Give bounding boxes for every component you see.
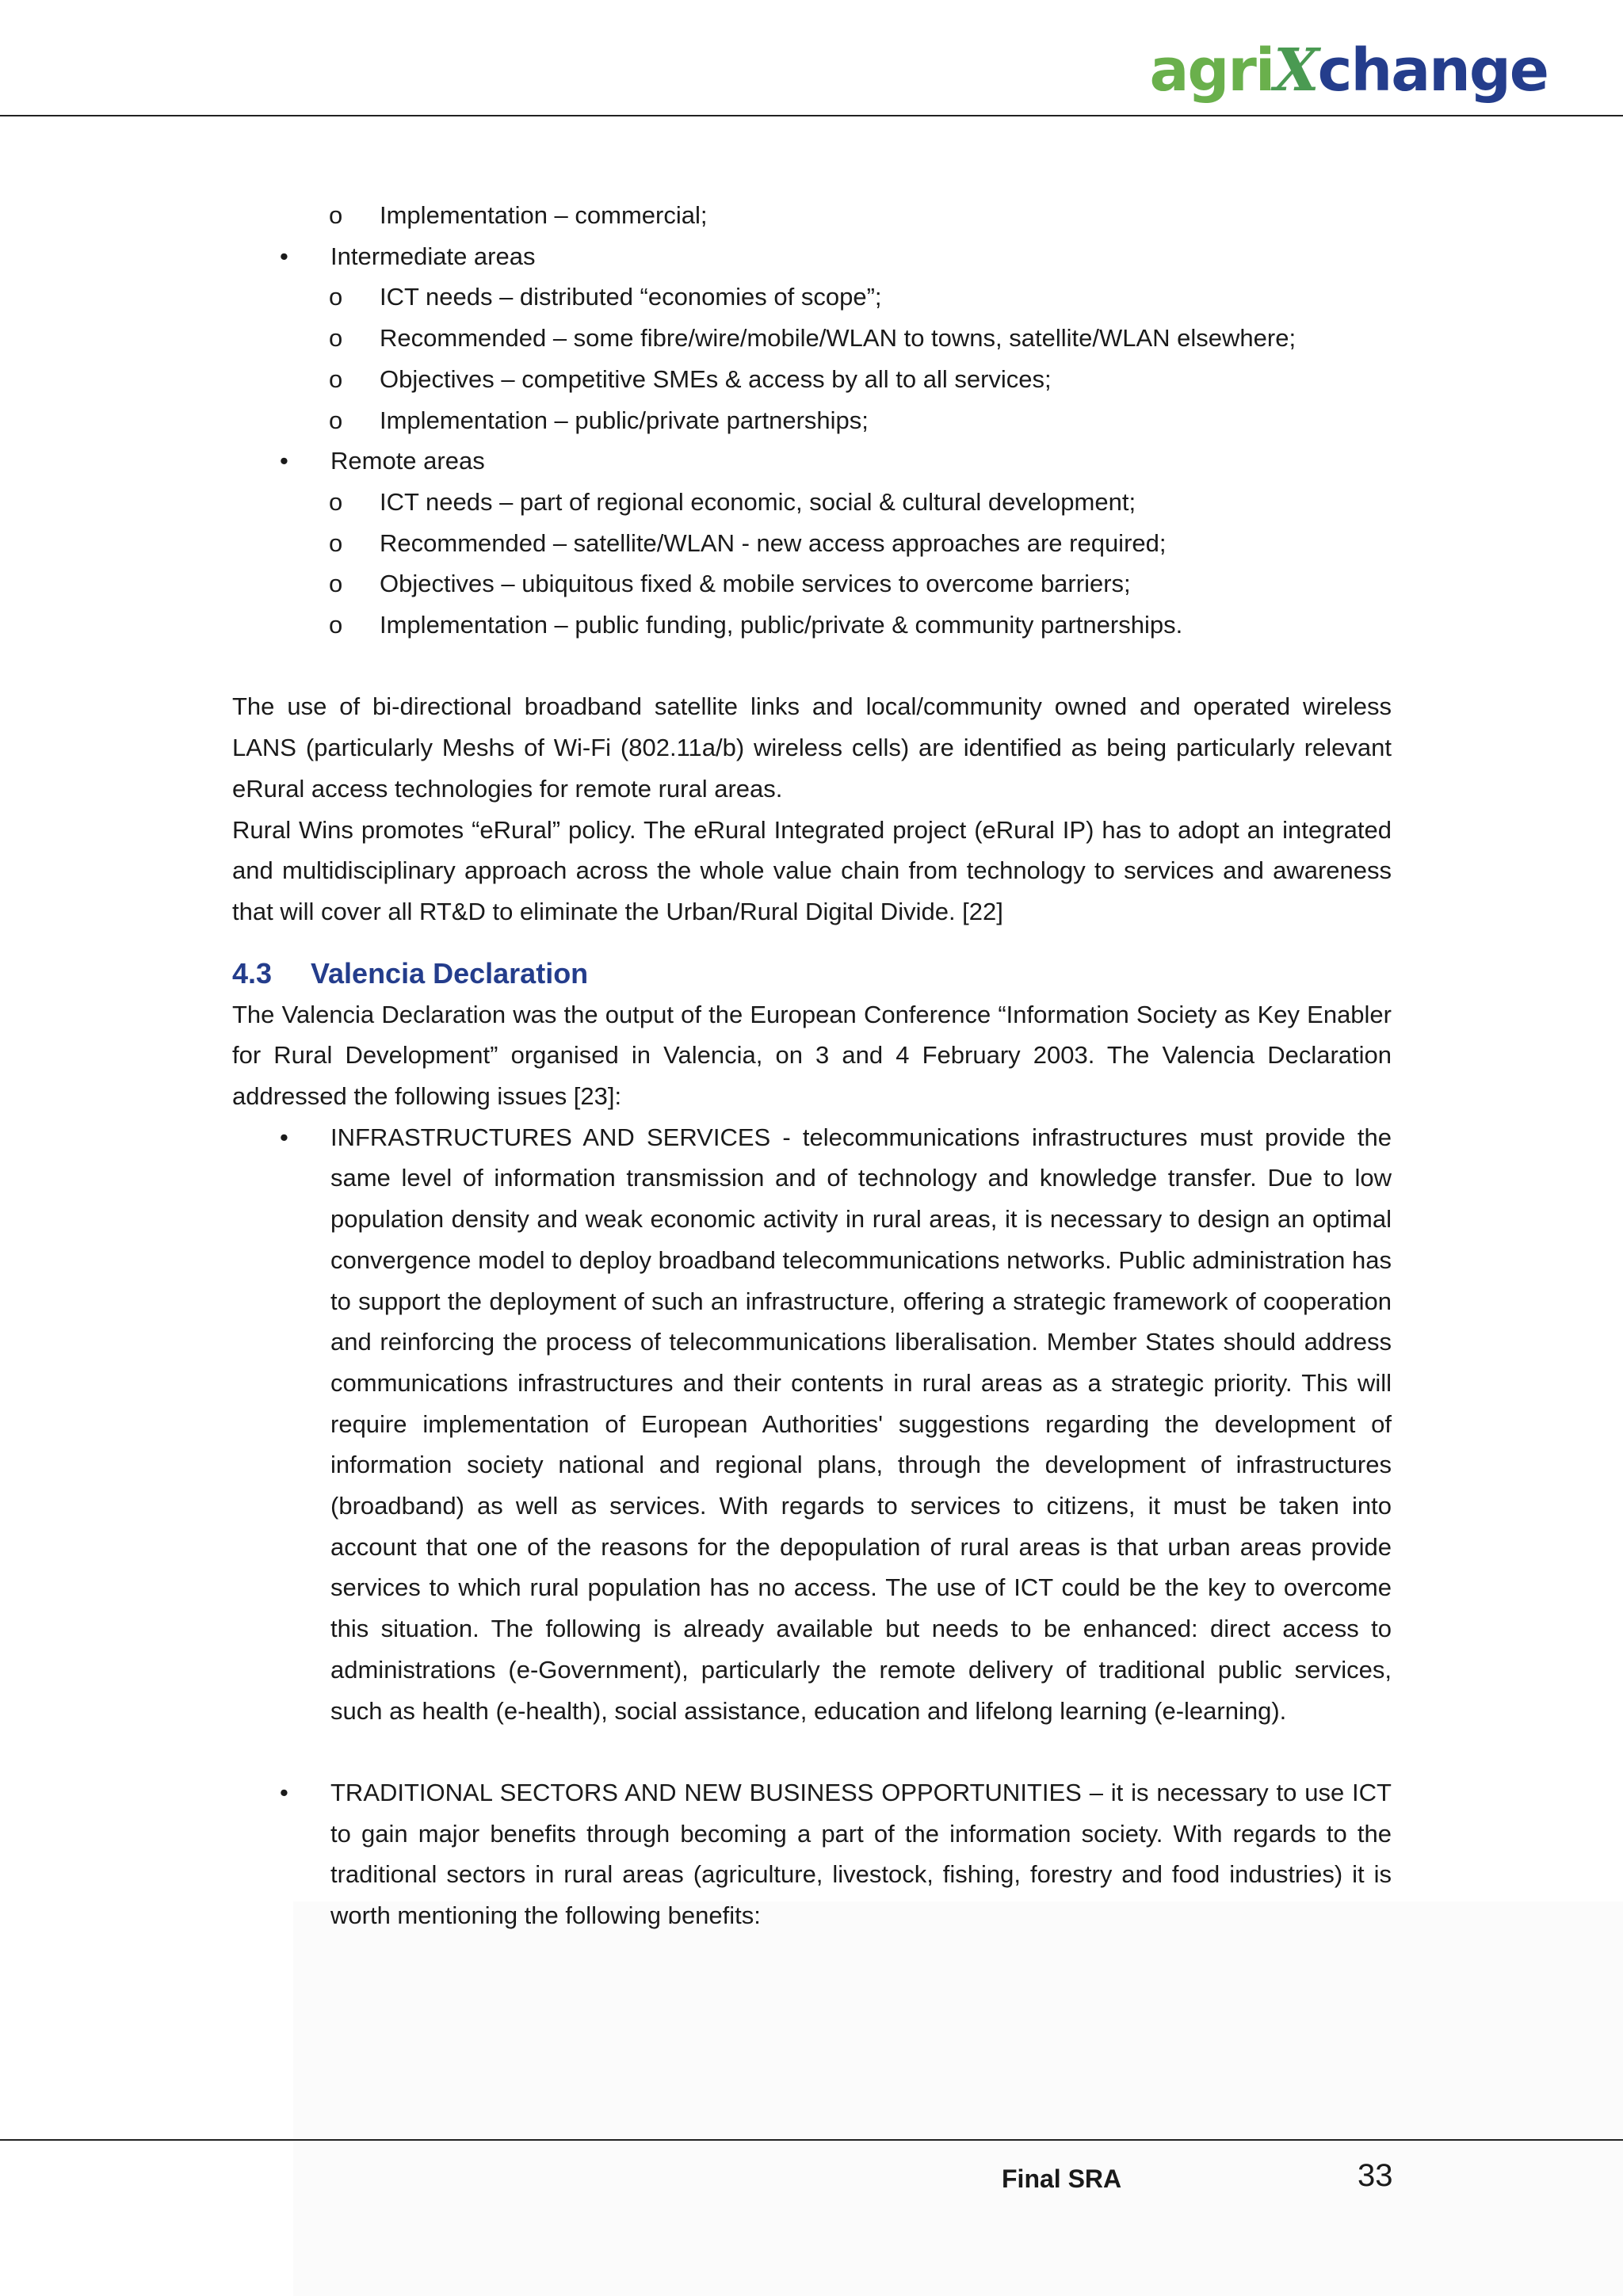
bullet-marker: • — [280, 242, 288, 270]
bullet-traditional-sectors — [232, 1772, 1392, 1936]
list-item-text: Intermediate areas — [330, 242, 536, 270]
spacer — [232, 646, 1392, 687]
page-shade — [293, 1901, 1623, 2296]
footer-rule — [0, 2139, 1623, 2141]
sub-bullet-marker: o — [329, 406, 343, 434]
list-item-text: Recommended – some fibre/wire/mobile/WLAN to towns, satellite/WLAN elsewhere; — [380, 324, 1296, 353]
list-item — [232, 441, 1392, 482]
sub-bullet-marker: o — [329, 201, 343, 229]
sub-list-item — [232, 359, 1392, 400]
header-rule — [0, 115, 1623, 116]
list-item-text: Recommended – satellite/WLAN - new access approaches are required; — [380, 528, 1167, 557]
list-item-text: ICT needs – distributed “economies of scope”; — [380, 283, 882, 311]
list-item — [232, 236, 1392, 277]
section-heading — [232, 953, 1392, 994]
sub-list-item — [232, 523, 1392, 564]
list-item-text: ICT needs – part of regional economic, social & cultural development; — [380, 487, 1136, 516]
section-number: 4.3 — [232, 956, 273, 990]
paragraph-rural-wins: Rural Wins promotes “eRural” policy. The eRural Integrated project (eRural IP) has to adopt an integrated and multidisciplinary approach across the whole value chain from technology to services and awareness that will cover all RT&D to eliminate the Urban/Rural Digital Divide. [22] — [232, 815, 1392, 925]
sub-bullet-marker: o — [329, 324, 343, 353]
section-title: Valencia Declaration — [311, 956, 589, 990]
sub-list-item — [232, 277, 1392, 318]
sub-bullet-marker: o — [329, 364, 343, 393]
list-item-text: Objectives – ubiquitous fixed & mobile services to overcome barriers; — [380, 570, 1131, 598]
list-item-text: Objectives – competitive SMEs & access by all to all services; — [380, 364, 1052, 393]
logo-change: change — [1317, 36, 1548, 105]
bullet-marker: • — [280, 1123, 288, 1151]
list-item-text: Implementation – commercial; — [380, 201, 708, 229]
footer-label: Final SRA — [1002, 2164, 1122, 2193]
logo-x: X — [1274, 36, 1318, 105]
sub-list-item — [232, 482, 1392, 523]
sub-list-item — [232, 605, 1392, 646]
bullet-text: TRADITIONAL SECTORS AND NEW BUSINESS OPPORTUNITIES – it is necessary to use ICT to gain major benefits through becoming a part of the information society. With regards to the traditional sectors in rural areas (agriculture, livestock, fishing, forestry and food industries) it is worth mentioning the following benefits: — [330, 1778, 1392, 1930]
logo-agri: agri — [1149, 36, 1274, 105]
sub-list-item — [232, 563, 1392, 605]
sub-bullet-marker: o — [329, 611, 343, 639]
sub-bullet-marker: o — [329, 528, 343, 557]
sub-list-item — [232, 400, 1392, 441]
bullet-text: INFRASTRUCTURES AND SERVICES - telecommunications infrastructures must provide the same level of information transmission and of technology and knowledge transfer. Due to low population density and weak economic activity in rural areas, it is necessary to design an optimal convergence model to deploy broadband telecommunications networks. Public administration has to support the deployment of such an infrastructure, offering a strategic framework of cooperation and reinforcing the process of telecommunications liberalisation. Member States should address communications infrastructures and their contents in rural areas as a strategic priority. This will require implementation of European Authorities' suggestions regarding the development of information society national and regional plans, through the development of infrastructures (broadband) as well as services. With regards to services to citizens, it must be taken into account that one of the reasons for the depopulation of rural areas is that urban areas provide services to which rural population has no access. The use of ICT could be the key to overcome this situation. The following is already available but needs to be enhanced: direct access to administrations (e-Government), particularly the remote delivery of traditional public services, such as health (e-health), social assistance, education and lifelong learning (e-learning). — [330, 1123, 1392, 1725]
list-item-text: Implementation – public funding, public/private & community partnerships. — [380, 611, 1183, 639]
area-list — [232, 195, 1392, 646]
bullet-marker: • — [280, 447, 288, 475]
sub-bullet-marker: o — [329, 283, 343, 311]
spacer — [232, 1731, 1392, 1772]
sub-bullet-marker: o — [329, 570, 343, 598]
agrixchange-logo — [1149, 36, 1548, 105]
document-body — [232, 195, 1392, 1936]
sub-list-item — [232, 195, 1392, 236]
page-number: 33 — [1358, 2158, 1393, 2193]
paragraph-valencia-intro: The Valencia Declaration was the output of the European Conference “Information Society as Key Enabler for Rural Development” organised in Valencia, on 3 and 4 February 2003. The Valencia Declaration addressed the following issues [23]: — [232, 1000, 1392, 1111]
paragraph-satellite-links: The use of bi-directional broadband satellite links and local/community owned and operated wireless LANS (particularly Meshs of Wi-Fi (802.11a/b) wireless cells) are identified as being particularly relevant eRural access technologies for remote rural areas. — [232, 692, 1392, 803]
bullet-infrastructures — [232, 1117, 1392, 1732]
list-item-text: Implementation – public/private partnerships; — [380, 406, 869, 434]
sub-bullet-marker: o — [329, 487, 343, 516]
bullet-marker: • — [280, 1778, 288, 1806]
sub-list-item — [232, 318, 1392, 359]
list-item-text: Remote areas — [330, 447, 485, 475]
